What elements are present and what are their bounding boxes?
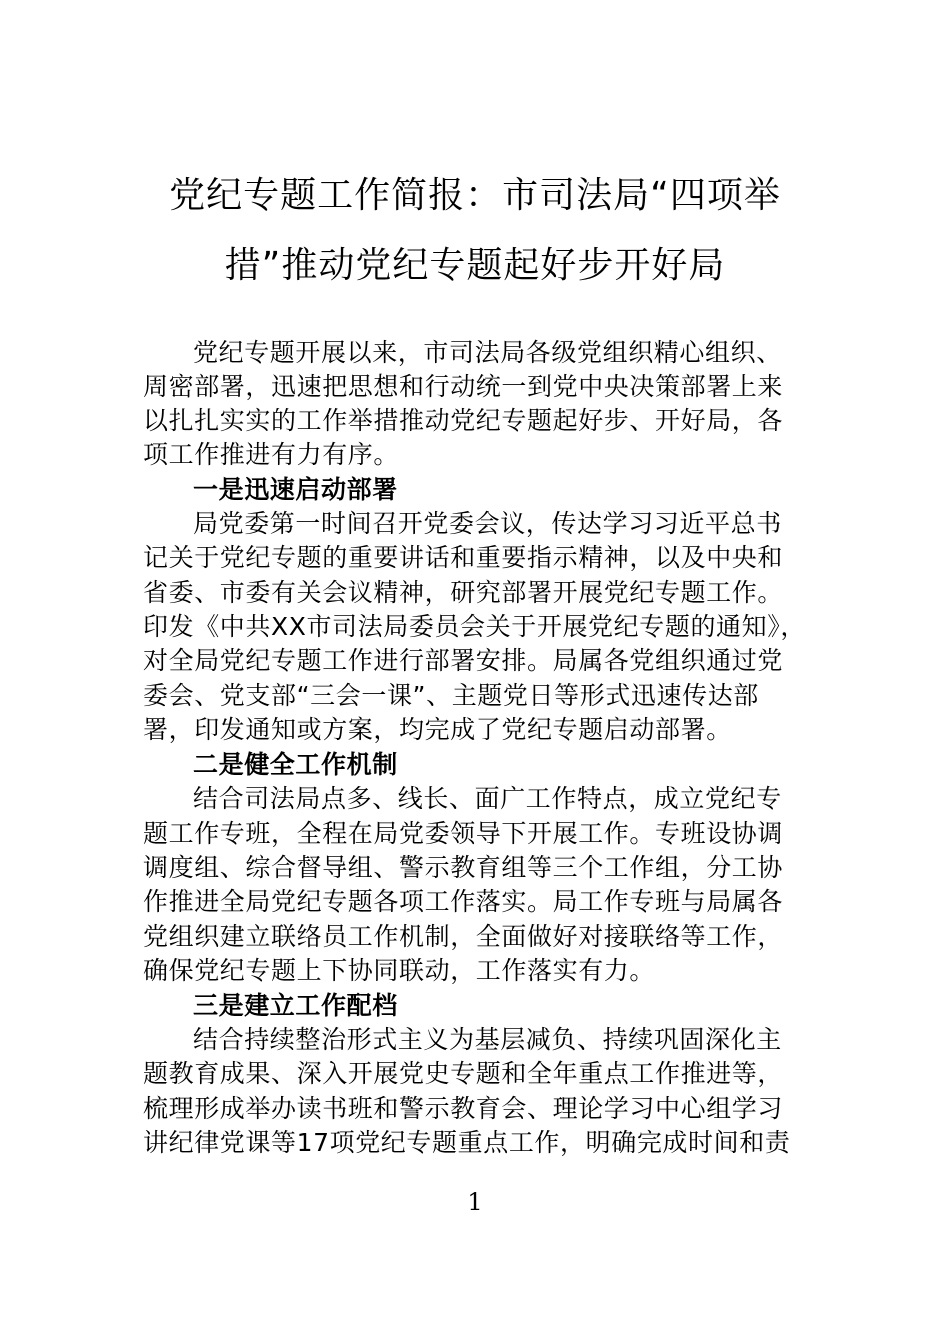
section-2-heading: 二是健全工作机制 — [193, 750, 398, 779]
intro-line: 党纪专题开展以来，市司法局各级党组织精心组织、 — [193, 338, 782, 367]
section-2-line: 党组织建立联络员工作机制，全面做好对接联络等工作， — [143, 922, 784, 951]
section-3-line: 题教育成果、深入开展党史专题和全年重点工作推进等， — [143, 1059, 784, 1088]
section-1-line: 署，印发通知或方案，均完成了党纪专题启动部署。 — [143, 715, 732, 744]
intro-line: 项工作推进有力有序。 — [143, 440, 400, 469]
section-1-line: 省委、市委有关会议精神，研究部署开展党纪专题工作。 — [143, 578, 784, 607]
section-3-heading: 三是建立工作配档 — [193, 991, 398, 1020]
intro-line: 周密部署，迅速把思想和行动统一到党中央决策部署上来 — [143, 372, 784, 401]
section-1-heading: 一是迅速启动部署 — [193, 475, 398, 504]
section-3-line: 讲纪律党课等17项党纪专题重点工作，明确完成时间和责 — [143, 1128, 791, 1157]
section-2-line: 确保党纪专题上下协同联动，工作落实有力。 — [143, 956, 656, 985]
section-1-line: 局党委第一时间召开党委会议，传达学习习近平总书 — [193, 509, 782, 538]
page-number: 1 — [467, 1188, 483, 1216]
document-title-line-2: 措”推动党纪专题起好步开好局 — [224, 245, 726, 286]
section-3-line: 结合持续整治形式主义为基层减负、持续巩固深化主 — [193, 1025, 782, 1054]
section-1-line: 印发《中共XX市司法局委员会关于开展党纪专题的通知》， — [143, 612, 806, 641]
section-1-line: 记关于党纪专题的重要讲话和重要指示精神，以及中央和 — [143, 543, 784, 572]
section-1-line: 委会、党支部“三会一课”、主题党日等形式迅速传达部 — [143, 681, 759, 710]
intro-line: 以扎扎实实的工作举措推动党纪专题起好步、开好局，各 — [143, 406, 784, 435]
section-2-line: 作推进全局党纪专题各项工作落实。局工作专班与局属各 — [143, 887, 784, 916]
section-2-line: 题工作专班，全程在局党委领导下开展工作。专班设协调 — [143, 819, 784, 848]
section-2-line: 调度组、综合督导组、警示教育组等三个工作组，分工协 — [143, 853, 784, 882]
section-2-line: 结合司法局点多、线长、面广工作特点，成立党纪专 — [193, 784, 782, 813]
document-title-line-1: 党纪专题工作简报：市司法局“四项举 — [169, 175, 781, 216]
section-1-line: 对全局党纪专题工作进行部署安排。局属各党组织通过党 — [143, 646, 784, 675]
section-3-line: 梳理形成举办读书班和警示教育会、理论学习中心组学习 — [143, 1094, 784, 1123]
